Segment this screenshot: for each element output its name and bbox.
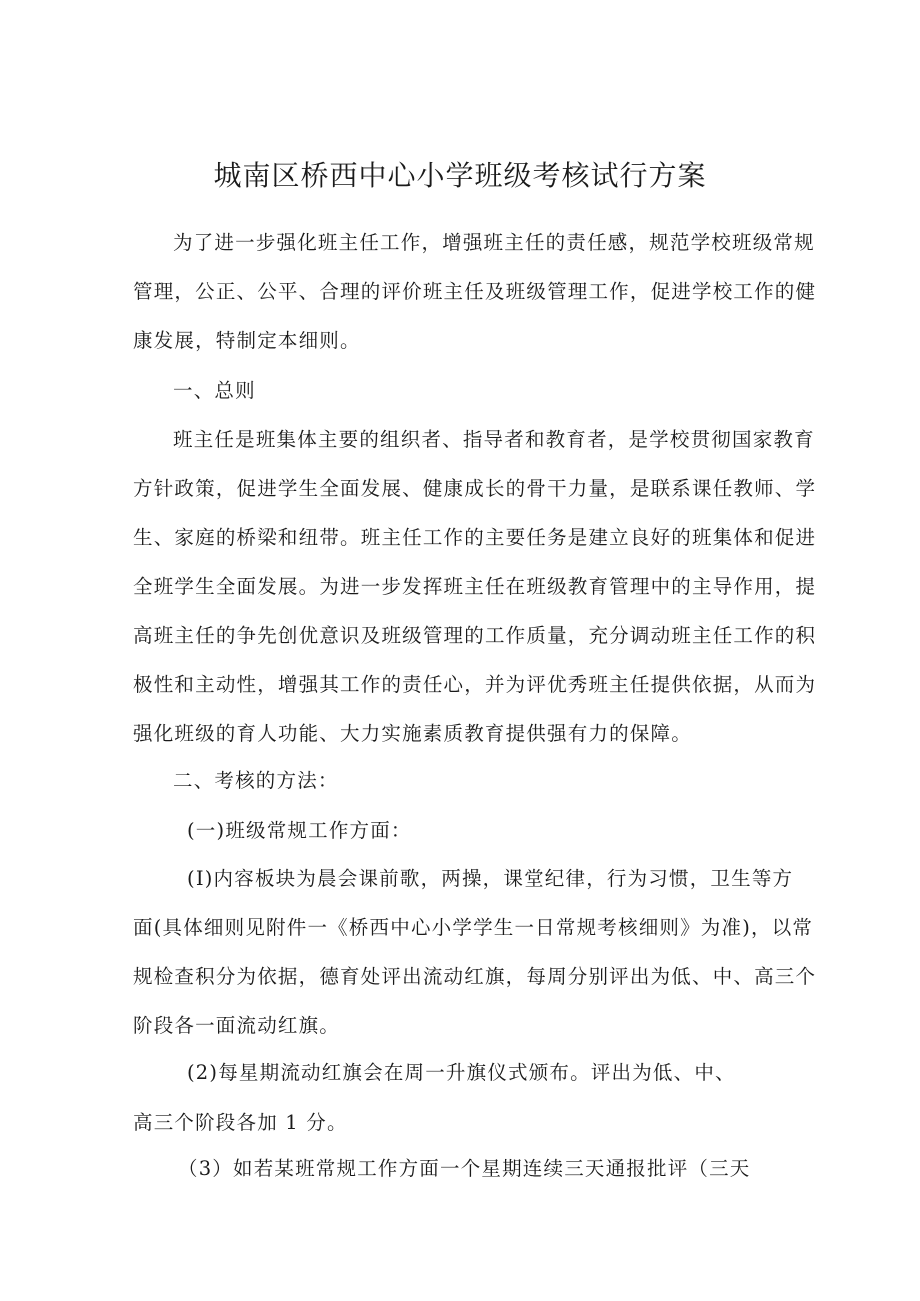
paragraph-line: 强化班级的育人功能、大力实施素质教育提供强有力的保障。 [133, 722, 692, 745]
paragraph-line: 康发展，特制定本细则。 [133, 329, 361, 352]
paragraph-line: 阶段各一面流动红旗。 [133, 1014, 341, 1037]
paragraph-line: 管 理 ， 公 正 、 公 平 、 合 理 的 评 价 班 主 任 及 班 级 管 理 工 作 ， 促 进 学 校 工 作 的 健 [133, 280, 817, 303]
item3-line1: （3）如若某班常规工作方面一个星期连续三天通报批评（三天 [178, 1157, 751, 1180]
paragraph-line: 生 、 家 庭 的 桥 梁 和 纽 带 。 班 主 任 工 作 的 主 要 任 务 是 建 立 良 好 的 班 集 体 和 促 进 [133, 526, 817, 549]
paragraph-line: ( I ) 内 容 板 块 为 晨 会 课 前 歌 ， 两 操 ， 课 堂 纪 律 ， 行 为 习 惯 ， 卫 生 等 方 [187, 867, 794, 890]
paragraph-line: 为 了 进 一 步 强 化 班 主 任 工 作 ， 增 强 班 主 任 的 责 任 感 ， 规 范 学 校 班 级 常 规 [173, 231, 815, 254]
intro-paragraph [133, 218, 817, 365]
paragraph-line: 极 性 和 主 动 性 ， 增 强 其 工 作 的 责 任 心 ， 并 为 评 优 秀 班 主 任 提 供 依 据 ， 从 而 为 [133, 673, 817, 696]
paragraph-line: 面 ( 具 体 细 则 见 附 件 一 《 桥 西 中 心 小 学 学 生 一 日 常 规 考 核 细 则 》 为 准 ) ， 以 常 [133, 916, 814, 939]
paragraph-line: 班 主 任 是 班 集 体 主 要 的 组 织 者 、 指 导 者 和 教 育 者 ， 是 学 校 贯 彻 国 家 教 育 [173, 428, 815, 451]
item2-line2: 高三个阶段各加 1 分。 [133, 1111, 348, 1134]
section-heading-methods: 二、考核的方法： [173, 769, 339, 792]
paragraph-line: 规 检 查 积 分 为 依 据 ， 德 育 处 评 出 流 动 红 旗 ， 每 周 分 别 评 出 为 低 、 中 、 高 三 个 [133, 965, 817, 988]
section1-paragraph [133, 415, 817, 758]
subsection-heading-routine: (一)班级常规工作方面： [187, 819, 412, 842]
document-title: 城南区桥西中心小学班级考核试行方案 [213, 159, 707, 192]
paragraph-line: 全 班 学 生 全 面 发 展 。 为 进 一 步 发 挥 班 主 任 在 班 级 教 育 管 理 中 的 主 导 作 用 ， 提 [133, 575, 817, 598]
item2-line1: (2)每星期流动红旗会在周一升旗仪式颁布。评出为低、中、 [187, 1061, 736, 1084]
paragraph-line: 方 针 政 策 ， 促 进 学 生 全 面 发 展 、 健 康 成 长 的 骨 干 力 量 ， 是 联 系 课 任 教 师 、 学 [133, 477, 817, 500]
item1-paragraph [133, 854, 817, 1050]
section-heading-general: 一、总则 [173, 379, 256, 402]
paragraph-line: 高 班 主 任 的 争 先 创 优 意 识 及 班 级 管 理 的 工 作 质 量 ， 充 分 调 动 班 主 任 工 作 的 积 [133, 624, 817, 647]
